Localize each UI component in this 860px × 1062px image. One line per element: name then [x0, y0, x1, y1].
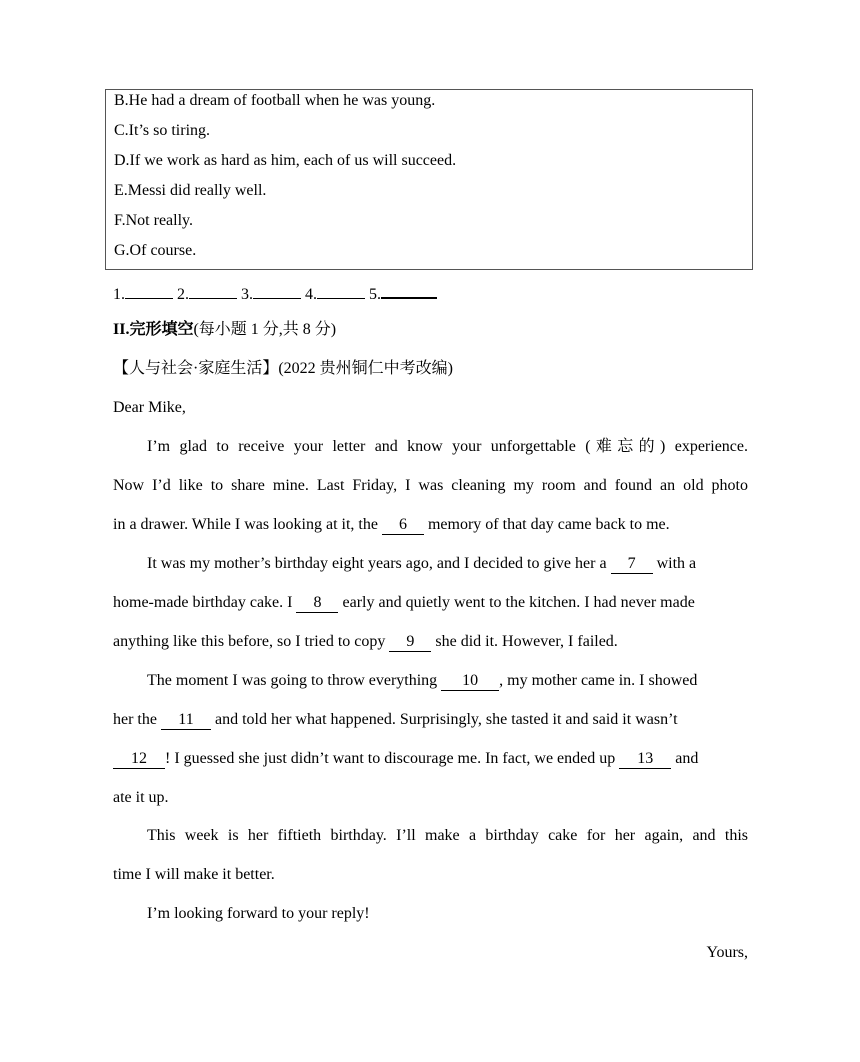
- p2-line2-text-b: early and quietly went to the kitchen. I had never made: [342, 594, 695, 611]
- blank-12[interactable]: 12: [113, 750, 165, 769]
- p3-line4: ate it up.: [113, 789, 169, 806]
- p3-line1-text-a: The moment I was going to throw everything: [147, 672, 438, 689]
- blank-10[interactable]: 10: [441, 672, 499, 691]
- answer-blank-2[interactable]: [189, 282, 237, 299]
- p1-line2: Now I’d like to share mine. Last Friday, I was cleaning my room and found an old photo: [113, 477, 748, 494]
- answer-blanks-row: [113, 281, 437, 305]
- p2-line3-text-b: she did it. However, I failed.: [435, 633, 618, 650]
- answer-label-5: 5.: [369, 286, 381, 303]
- answer-label-2: 2.: [177, 286, 189, 303]
- p4-line2: time I will make it better.: [113, 866, 275, 883]
- option-d: D.If we work as hard as him, each of us will succeed.: [114, 152, 457, 169]
- answer-blank-4[interactable]: [317, 282, 365, 299]
- p2-line1: [147, 552, 696, 576]
- section-heading: [113, 318, 336, 342]
- p1-line1: I’m glad to receive your letter and know your unforgettable (难忘的) experience.: [147, 438, 748, 455]
- section-tag-line: [113, 357, 453, 381]
- p5-line1: I’m looking forward to your reply!: [147, 905, 370, 922]
- answer-label-1: 1.: [113, 286, 125, 303]
- p2-line1-text-b: with a: [656, 555, 697, 572]
- closing: Yours,: [706, 944, 748, 961]
- option-c: C.It’s so tiring.: [114, 122, 211, 139]
- blank-9[interactable]: 9: [389, 633, 431, 652]
- p3-line2-text-b: and told her what happened. Surprisingly, she tasted it and said it wasn’t: [214, 711, 678, 728]
- p3-line3-text-a: ! I guessed she just didn’t want to discourage me. In fact, we ended up: [165, 750, 616, 767]
- option-e: E.Messi did really well.: [114, 182, 267, 199]
- answer-label-3: 3.: [241, 286, 253, 303]
- blank-6[interactable]: 6: [382, 516, 424, 535]
- salutation: Dear Mike,: [113, 399, 186, 416]
- p2-line3: [113, 630, 618, 654]
- section-source: (2022 贵州铜仁中考改编): [278, 360, 454, 377]
- option-f: F.Not really.: [114, 212, 193, 229]
- section-tag: 【人与社会·家庭生活】: [113, 360, 279, 377]
- p1-line3: [113, 513, 670, 537]
- blank-8[interactable]: 8: [296, 594, 338, 613]
- blank-7[interactable]: 7: [611, 555, 653, 574]
- option-b: B.He had a dream of football when he was young.: [114, 92, 436, 109]
- answer-blank-3[interactable]: [253, 282, 301, 299]
- answer-blank-5[interactable]: [381, 281, 437, 299]
- answer-label-4: 4.: [305, 286, 317, 303]
- answer-blank-1[interactable]: [125, 282, 173, 299]
- blank-13[interactable]: 13: [619, 750, 671, 769]
- p3-line2-text-a: her the: [113, 711, 157, 728]
- p1-line3-text-b: memory of that day came back to me.: [427, 516, 670, 533]
- p1-line3-text-a: in a drawer. While I was looking at it, the: [113, 516, 378, 533]
- options-box: [105, 89, 753, 270]
- blank-11[interactable]: 11: [161, 711, 211, 730]
- p3-line3: [113, 747, 698, 771]
- p3-line3-text-b: and: [675, 750, 699, 767]
- p3-line1: [147, 669, 697, 693]
- p2-line2: [113, 591, 695, 615]
- p2-line3-text-a: anything like this before, so I tried to copy: [113, 633, 386, 650]
- p3-line2: [113, 708, 678, 732]
- section-title: II.完形填空: [113, 321, 194, 338]
- p4-line1: This week is her fiftieth birthday. I’ll make a birthday cake for her again, and this: [147, 827, 748, 844]
- section-note: (每小题 1 分,共 8 分): [193, 321, 337, 338]
- p2-line2-text-a: home-made birthday cake. I: [113, 594, 293, 611]
- p3-line1-text-b: , my mother came in. I showed: [499, 672, 698, 689]
- p2-line1-text-a: It was my mother’s birthday eight years ago, and I decided to give her a: [147, 555, 607, 572]
- option-g: G.Of course.: [114, 242, 197, 259]
